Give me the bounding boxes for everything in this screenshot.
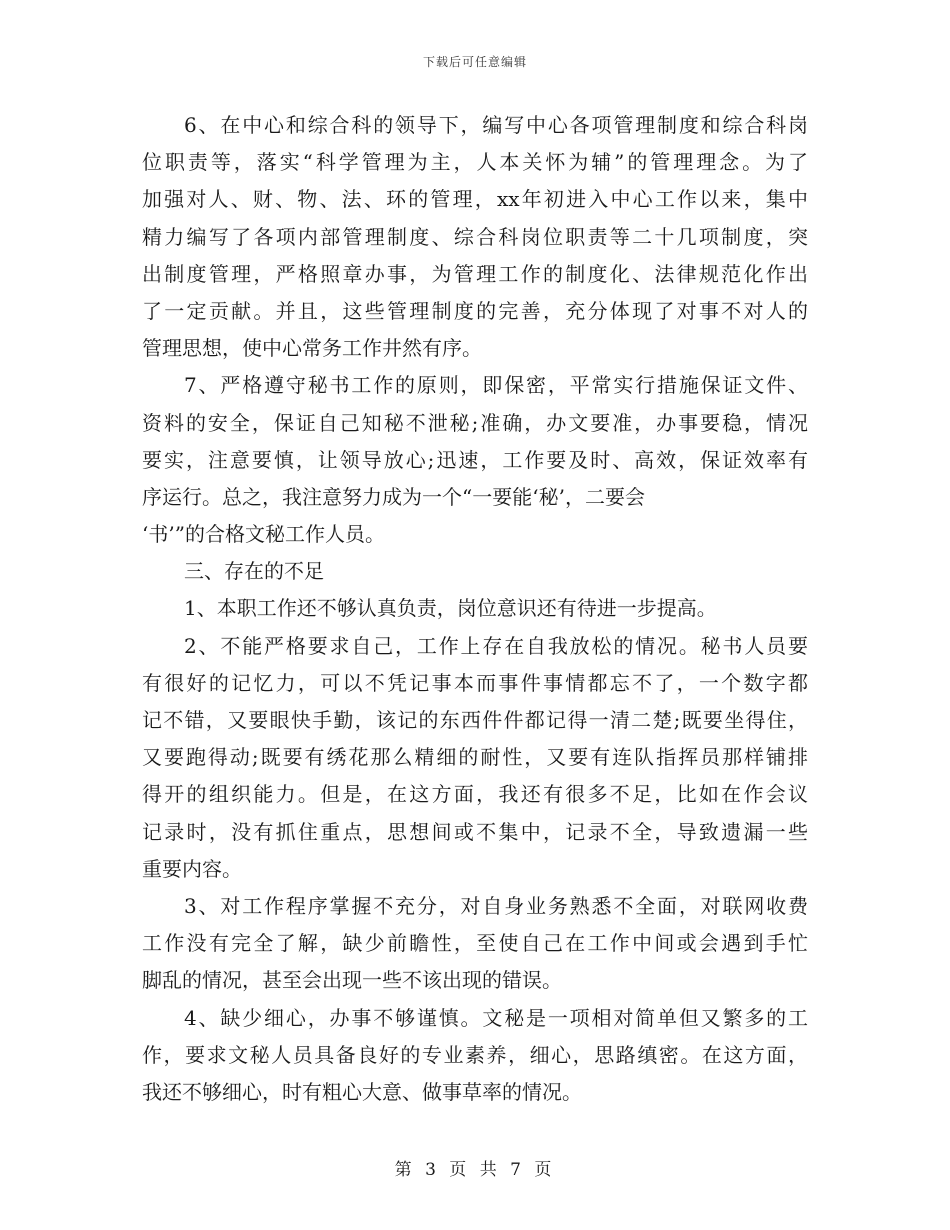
text-line: 了一定贡献。并且，这些管理制度的完善，充分体现了对事不对人的 xyxy=(142,298,808,323)
text-line: 记不错，又要眼快手勤，该记的东西件件都记得一清二楚;既要坐得住， xyxy=(142,708,808,732)
text-line: 7、严格遵守秘书工作的原则，即保密，平常实行措施保证文件、 xyxy=(184,373,808,398)
text-line: 要实，注意要慎，让领导放心;迅速，工作要及时、高效，保证效率有 xyxy=(142,447,808,472)
text-line: 6、在中心和综合科的领导下，编写中心各项管理制度和综合科岗 xyxy=(184,113,808,137)
text-line: 工作没有完全了解，缺少前瞻性，至使自己在工作中间或会遇到手忙 xyxy=(142,931,808,956)
text-line: 有很好的记忆力，可以不凭记事本而事件事情都忘不了，一个数字都 xyxy=(142,670,808,695)
text-line: ‘书’”的合格文秘工作人员。 xyxy=(142,522,385,547)
text-line: 三、存在的不足 xyxy=(184,559,324,584)
page-header: 下载后可任意编辑 xyxy=(422,55,527,69)
text-line: 序运行。总之，我注意努力成为一个“一要能‘秘’，二要会 xyxy=(142,484,645,509)
text-line: 管理思想，使中心常务工作井然有序。 xyxy=(142,336,482,361)
text-line: 又要跑得动;既要有绣花那么精细的耐性，又要有连队指挥员那样铺排 xyxy=(142,745,808,770)
text-line: 我还不够细心，时有粗心大意、做事草率的情况。 xyxy=(142,1079,582,1104)
text-line: 作，要求文秘人员具备良好的专业素养，细心，思路缜密。在这方面， xyxy=(142,1042,808,1067)
document-body xyxy=(142,107,808,1111)
text-line: 4、缺少细心，办事不够谨慎。文秘是一项相对简单但又繁多的工 xyxy=(184,1005,808,1030)
text-line: 精力编写了各项内部管理制度、综合科岗位职责等二十几项制度，突 xyxy=(142,224,808,249)
text-line: 3、对工作程序掌握不充分，对自身业务熟悉不全面，对联网收费 xyxy=(184,893,808,918)
text-line: 2、不能严格要求自己，工作上存在自我放松的情况。秘书人员要 xyxy=(184,633,808,658)
text-line: 脚乱的情况，甚至会出现一些不该出现的错误。 xyxy=(142,968,562,993)
text-line: 加强对人、财、物、法、环的管理，xx年初进入中心工作以来，集中 xyxy=(142,187,808,212)
page-number: 第 3 页 共 7 页 xyxy=(394,1160,556,1180)
text-line: 资料的安全，保证自己知秘不泄秘;准确，办文要准，办事要稳，情况 xyxy=(142,410,808,435)
text-line: 得开的组织能力。但是，在这方面，我还有很多不足，比如在作会议 xyxy=(142,782,808,807)
text-line: 出制度管理，严格照章办事，为管理工作的制度化、法律规范化作出 xyxy=(142,261,808,286)
text-line: 位职责等，落实“科学管理为主，人本关怀为辅”的管理理念。为了 xyxy=(142,150,808,175)
text-line: 1、本职工作还不够认真负责，岗位意识还有待进一步提高。 xyxy=(184,596,717,621)
text-line: 重要内容。 xyxy=(142,856,242,881)
text-line: 记录时，没有抓住重点，思想间或不集中，记录不全，导致遗漏一些 xyxy=(142,819,808,844)
